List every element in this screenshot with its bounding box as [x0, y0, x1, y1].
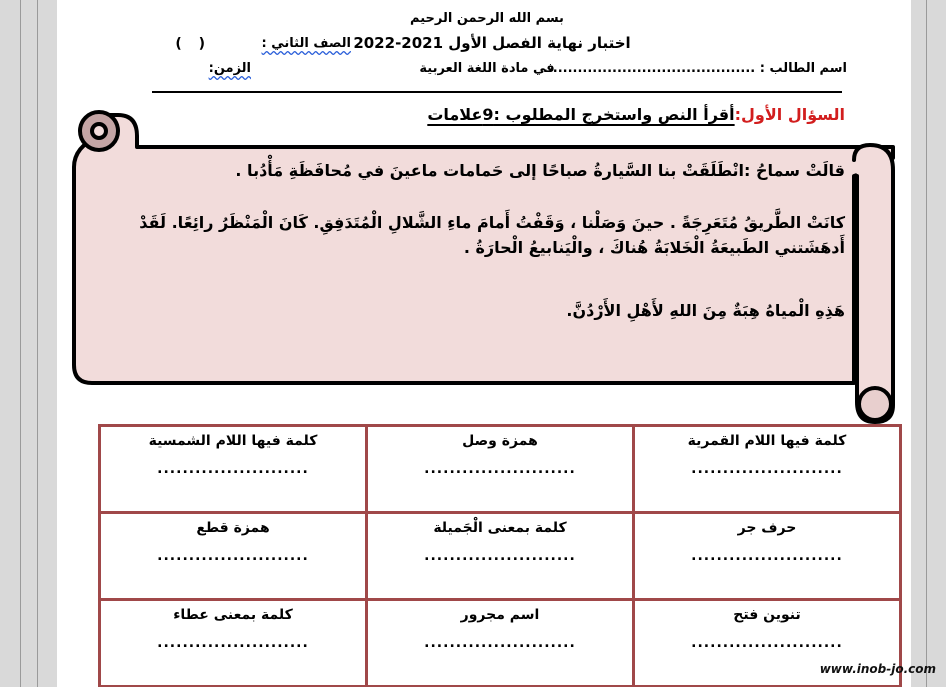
passage-paragraph-2: كانَتْ الطَّريقُ مُتَعَرِجَةً . حينَ وَصَلْنا ، وَقَفْتُ أَمامَ ماءِ الشَّلالِ الْمُتَدَفِقِ. كَانَ الْمَنْظَرُ رائِعًا. لَقَدْ أَدهَشَتني الطَبيعَةُ الْخَلابَةُ هُناكَ ، والْيَنابيعُ الْحارَةُ . — [139, 213, 845, 257]
time-label-text: الزمن: — [208, 61, 251, 76]
answer-grid — [98, 424, 902, 687]
grade-blank: ( ) — [175, 36, 211, 52]
answer-cell[interactable] — [634, 426, 901, 513]
answer-cell[interactable] — [100, 426, 367, 513]
answer-cell[interactable] — [634, 513, 901, 600]
page-guide-line — [20, 0, 21, 687]
cell-label: همزة وصل — [462, 433, 538, 449]
table-row — [100, 600, 901, 687]
passage-paragraph-1: قالَتْ سماحُ :انْطَلَقَتْ بنا السَّيارةُ صباحًا إلى حَمامات ماعينَ في مُحافَظَةِ مَأْدُبا . — [235, 161, 845, 180]
answer-cell[interactable] — [100, 513, 367, 600]
grade-label-text: الصف الثاني : — [261, 36, 351, 51]
cell-label: كلمة فيها اللام الشمسية — [148, 433, 318, 449]
cell-label: اسم مجرور — [460, 607, 540, 623]
cell-label: كلمة بمعنى الْجَميلة — [433, 520, 567, 536]
answer-blank[interactable]: ........................ — [691, 635, 843, 651]
answer-blank[interactable]: ........................ — [157, 461, 309, 477]
answer-blank[interactable]: ........................ — [691, 461, 843, 477]
answer-blank[interactable]: ........................ — [424, 461, 576, 477]
page-guide-line — [37, 0, 38, 687]
cell-label: تنوين فتح — [733, 607, 801, 623]
question-number: السؤال الأول: — [734, 105, 845, 124]
passage-paragraph-3: هَذِهِ الْمياهُ هِبَةٌ مِنَ اللهِ لأَهْلِ الأَرْدُنَّ. — [566, 301, 845, 320]
cell-label: كلمة بمعنى عطاء — [173, 607, 293, 623]
site-watermark: www.inob-jo.com — [819, 662, 936, 676]
table-row — [100, 513, 901, 600]
page-guide-line — [926, 0, 927, 687]
question-instruction: أقرأ النص واستخرج المطلوب :9علامات — [427, 105, 735, 124]
exam-title: اختبار نهاية الفصل الأول 2021-2022 — [353, 34, 631, 52]
scroll-right-roll — [854, 145, 893, 422]
answer-blank[interactable]: ........................ — [424, 635, 576, 651]
subject-line: في مادة اللغة العربية — [419, 61, 555, 76]
answer-cell[interactable] — [100, 600, 367, 687]
answer-cell[interactable] — [367, 600, 634, 687]
answer-blank[interactable]: ........................ — [424, 548, 576, 564]
table-row — [100, 426, 901, 513]
answer-blank[interactable]: ........................ — [157, 548, 309, 564]
answer-blank[interactable]: ........................ — [691, 548, 843, 564]
cell-label: حرف جر — [737, 520, 797, 536]
answer-cell[interactable] — [367, 513, 634, 600]
basmala: بسم الله الرحمن الرحيم — [410, 11, 564, 26]
student-name-label: اسم الطالب : — [759, 61, 847, 76]
student-name-dots: ........................................... — [542, 61, 756, 76]
cell-label: همزة قطع — [196, 520, 270, 536]
scroll-curl-bottom — [859, 388, 891, 420]
scroll-curl-top-inner — [92, 124, 106, 138]
document-page — [57, 0, 911, 687]
cell-label: كلمة فيها اللام القمرية — [687, 433, 847, 449]
answer-blank[interactable]: ........................ — [157, 635, 309, 651]
answer-cell[interactable] — [367, 426, 634, 513]
